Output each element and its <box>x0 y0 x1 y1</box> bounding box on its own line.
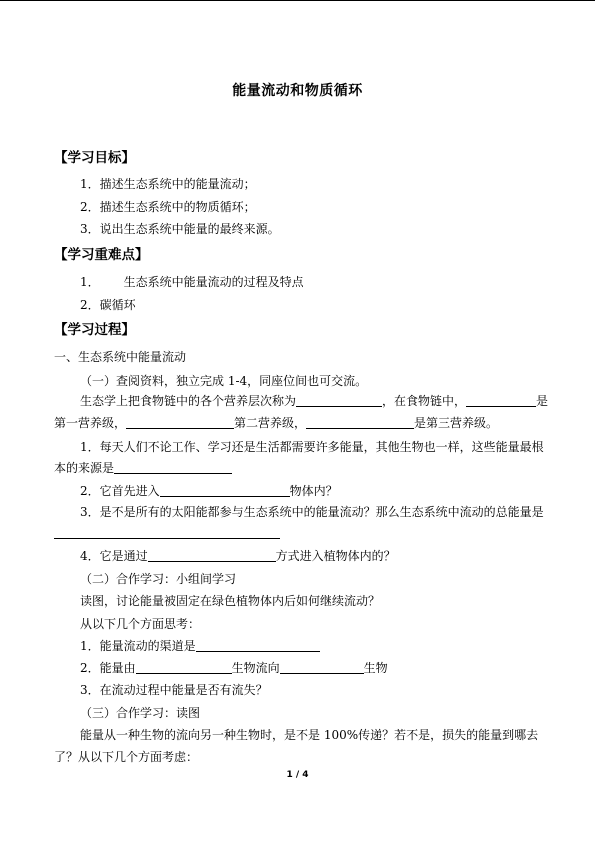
part-1-title: 一、生态系统中能量流动 <box>54 350 187 364</box>
text-span: 是 <box>536 394 549 408</box>
blank-entry-method[interactable] <box>148 549 276 562</box>
blank-third-level[interactable] <box>306 416 414 429</box>
sub-section-2-intro: 从以下几个方面思考： <box>80 617 201 631</box>
text-span: 4．它是通过 <box>80 549 148 563</box>
sub-2-item-3: 3．在流动过程中能量是否有流失？ <box>80 683 268 697</box>
question-1-line-2 <box>54 459 232 476</box>
text-span: 2．能量由 <box>80 661 136 675</box>
goal-item-2: 2．描述生态系统中的物质循环； <box>80 200 256 214</box>
page-number: 1 / 4 <box>286 770 309 780</box>
key-points-heading: 【学习重难点】 <box>54 247 149 263</box>
key-point-text: 生态系统中能量流动的过程及特点 <box>123 275 304 289</box>
blank-energy-source[interactable] <box>114 461 232 474</box>
text-span: 1．能量流动的渠道是 <box>80 639 196 653</box>
blank-second-level[interactable] <box>126 416 234 429</box>
page-title: 能量流动和物质循环 <box>232 83 363 99</box>
text-span: 第一营养级， <box>54 416 127 430</box>
goal-item-3: 3．说出生态系统中能量的最终来源。 <box>80 222 280 236</box>
question-4 <box>80 547 396 564</box>
sub-2-item-2 <box>80 659 388 676</box>
text-span: 本的来源是 <box>54 461 115 475</box>
sub-section-3-question-line-2: 了？从以下几个方面考虑： <box>54 750 199 764</box>
trophic-line-2 <box>54 414 498 431</box>
text-span: 第二营养级， <box>234 416 307 430</box>
key-point-number: 1． <box>80 275 100 289</box>
sub-2-item-1 <box>80 637 320 654</box>
text-span: 物体内？ <box>289 484 338 498</box>
text-span: 生物流向 <box>231 661 280 675</box>
blank-trophic-level[interactable] <box>296 394 382 407</box>
text-span: 2．它首先进入 <box>80 484 160 498</box>
sub-section-1: （一）查阅资料，独立完成 1-4，同座位间也可交流。 <box>80 374 368 388</box>
text-span: 方式进入植物体内的？ <box>275 549 396 563</box>
sub-section-2: （二）合作学习：小组间学习 <box>80 572 237 586</box>
process-heading: 【学习过程】 <box>54 322 135 338</box>
goal-item-1: 1．描述生态系统中的能量流动； <box>80 177 256 191</box>
blank-to-organism[interactable] <box>280 661 364 674</box>
blank-total-energy[interactable] <box>54 538 280 539</box>
sub-section-3-question-line-1: 能量从一种生物的流向另一种生物时，是不是 100%传递？若不是，损失的能量到哪去 <box>80 728 539 742</box>
key-point-item-1 <box>80 273 304 290</box>
text-span: ，在食物链中， <box>382 394 467 408</box>
text-span: 生态学上把食物链中的各个营养层次称为 <box>80 394 297 408</box>
goals-heading: 【学习目标】 <box>54 150 135 166</box>
top-border-line <box>0 0 595 1</box>
question-2 <box>80 482 338 499</box>
question-3: 3．是不是所有的太阳能都参与生态系统中的能量流动？那么生态系统中流动的总能量是 <box>80 505 544 519</box>
trophic-line-1 <box>80 392 548 409</box>
text-span: 生物 <box>363 661 388 675</box>
question-1-line-1: 1．每天人们不论工作、学习还是生活都需要许多能量，其他生物也一样，这些能量最根 <box>80 440 544 454</box>
sub-section-2-question: 读图，讨论能量被固定在绿色植物体内后如何继续流动？ <box>80 594 381 608</box>
blank-from-organism[interactable] <box>136 661 232 674</box>
key-point-item-2: 2．碳循环 <box>80 298 136 312</box>
blank-flow-channel[interactable] <box>196 639 320 652</box>
blank-enters-organism[interactable] <box>160 484 290 497</box>
sub-section-3: （三）合作学习：读图 <box>80 706 201 720</box>
blank-first-level[interactable] <box>466 394 536 407</box>
text-span: 是第三营养级。 <box>414 416 499 430</box>
